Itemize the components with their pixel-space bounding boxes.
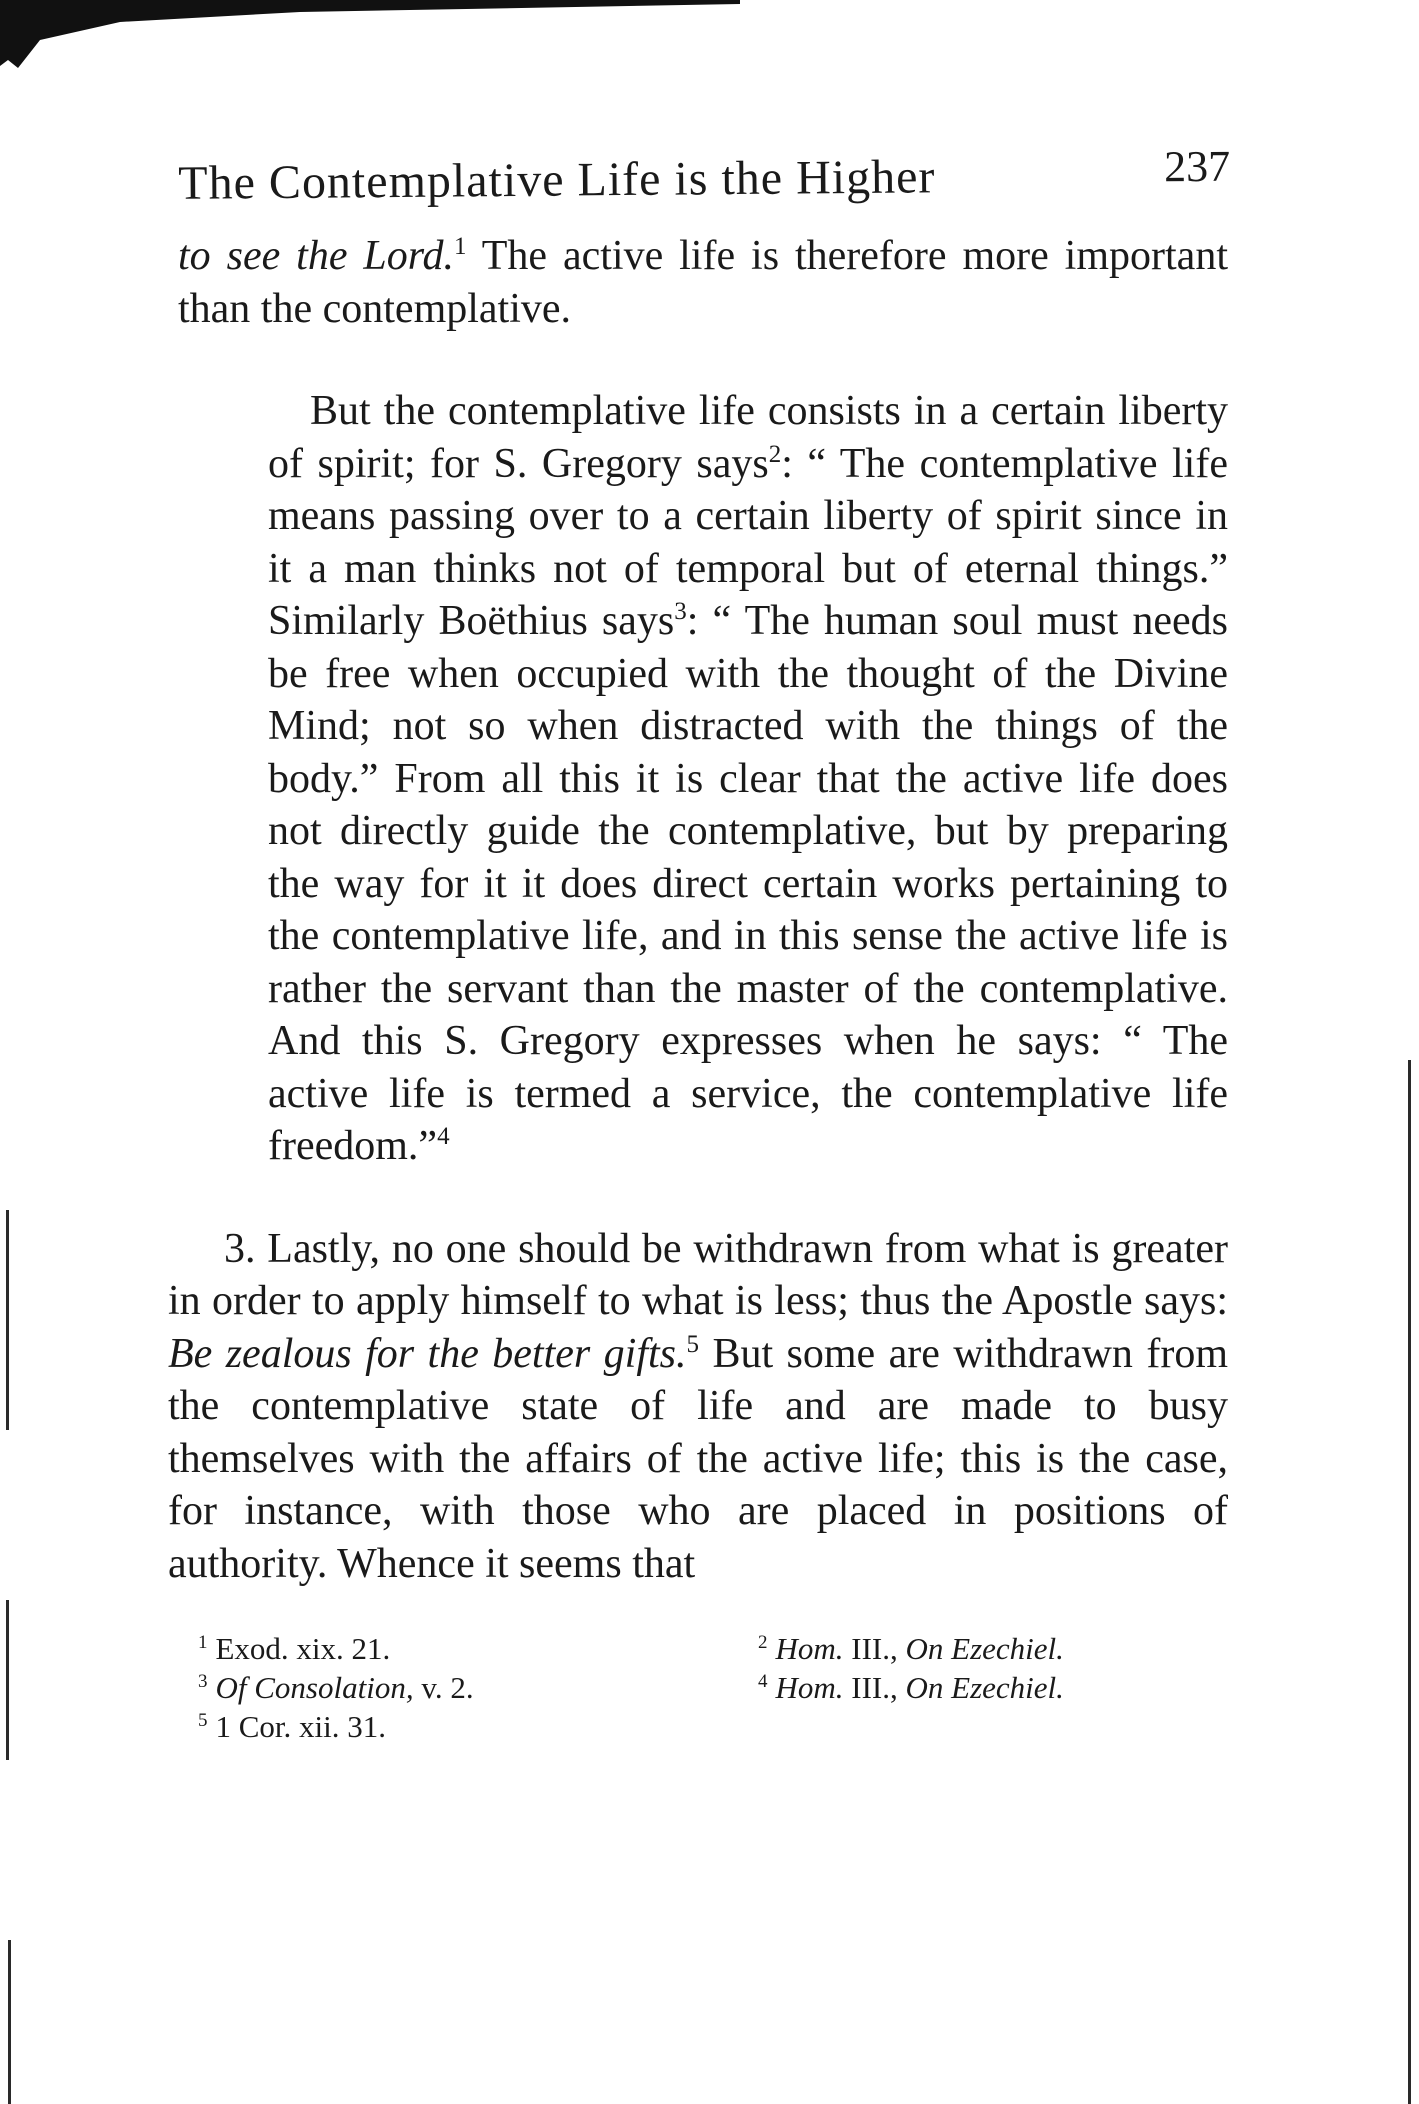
footnote-4-work: Hom. bbox=[775, 1670, 844, 1705]
paragraph-2-text-b: : “ The contemplative life means passing over to a certain liberty of spirit since in it a man thinks not of temporal but of eternal things.” Similarly Boëthius says bbox=[268, 440, 1228, 644]
footnote-ref-3: 3 bbox=[674, 598, 687, 625]
footnote-ref-5: 5 bbox=[686, 1330, 700, 1358]
paragraph-3 bbox=[168, 1223, 1228, 1591]
page-number: 237 bbox=[1163, 141, 1231, 192]
footnote-2-work: Hom. bbox=[775, 1631, 844, 1666]
running-head bbox=[168, 141, 1229, 230]
footnote-1 bbox=[198, 1630, 758, 1667]
footnotes bbox=[198, 1630, 1228, 1745]
footnote-1-mark: 1 bbox=[198, 1631, 208, 1653]
paragraph-1-text: The active life is therefore more important than the contemplative. bbox=[178, 233, 1228, 332]
footnote-2 bbox=[758, 1630, 1238, 1667]
footnote-2-work-title: On Ezechiel. bbox=[905, 1631, 1064, 1666]
footnote-ref-4: 4 bbox=[437, 1123, 450, 1150]
paragraph-1 bbox=[178, 230, 1228, 335]
footnote-ref-2: 2 bbox=[768, 440, 782, 468]
footnote-1-text: Exod. xix. 21. bbox=[215, 1631, 391, 1666]
footnote-5-text: 1 Cor. xii. 31. bbox=[215, 1709, 387, 1744]
binding-rule-lower bbox=[8, 1940, 11, 2104]
footnote-4-text: III., bbox=[843, 1670, 906, 1705]
scan-edge-shadow bbox=[0, 0, 740, 70]
running-title: The Contemplative Life is the Higher bbox=[178, 150, 936, 210]
paragraph-3-text-b: But some are withdrawn from the contemplative state of life and are made to busy themselves with the affairs of the active life; this is the case, for instance, with those who are placed in positions of authority. Whence it seems that bbox=[168, 1330, 1228, 1587]
footnote-3-work: Of Consolation, bbox=[215, 1670, 414, 1705]
footnote-4-work-title: On Ezechiel. bbox=[905, 1670, 1064, 1705]
footnote-3 bbox=[198, 1669, 758, 1706]
footnote-3-text: v. 2. bbox=[413, 1670, 474, 1705]
paragraph-3-text-a: 3. Lastly, no one should be withdrawn from what is greater in order to apply himself to what is less; thus the Apostle says: bbox=[168, 1225, 1228, 1324]
footnote-2-text: III., bbox=[843, 1631, 906, 1666]
footnote-5-mark: 5 bbox=[198, 1709, 208, 1731]
footnote-4-mark: 4 bbox=[758, 1670, 768, 1692]
footnote-ref-1: 1 bbox=[454, 233, 467, 260]
paragraph-3-italic-quote: Be zealous for the better gifts. bbox=[168, 1330, 687, 1377]
footnote-5 bbox=[198, 1708, 758, 1745]
binding-rule-right bbox=[1408, 1060, 1411, 2104]
paragraph-2-text-a: But the contemplative life consists in a certain liberty of spirit; for S. Gregory says bbox=[268, 388, 1228, 487]
footnote-4 bbox=[758, 1669, 1238, 1706]
paragraph-1-italic-lead: to see the Lord. bbox=[178, 233, 455, 279]
paragraph-2 bbox=[268, 385, 1228, 1173]
footnote-2-mark: 2 bbox=[758, 1631, 768, 1653]
binding-rule-upper bbox=[6, 1210, 9, 1430]
footnote-3-mark: 3 bbox=[198, 1670, 208, 1692]
binding-rule-middle bbox=[6, 1600, 9, 1760]
paragraph-2-text-c: : “ The human soul must needs be free when occupied with the thought of the Divine Mind; not so when distracted with the things of the body.” From all this it is clear that the active life does not directly guide the contemplative, but by preparing the way for it it does direct certain works pertaining to the contemplative life, and in this sense the active life is rather the servant than the master of the contemplative. And this S. Gregory expresses when he says: “ The active life is termed a service, the contemplative life freedom.” bbox=[268, 598, 1229, 1169]
book-page bbox=[168, 141, 1231, 1745]
